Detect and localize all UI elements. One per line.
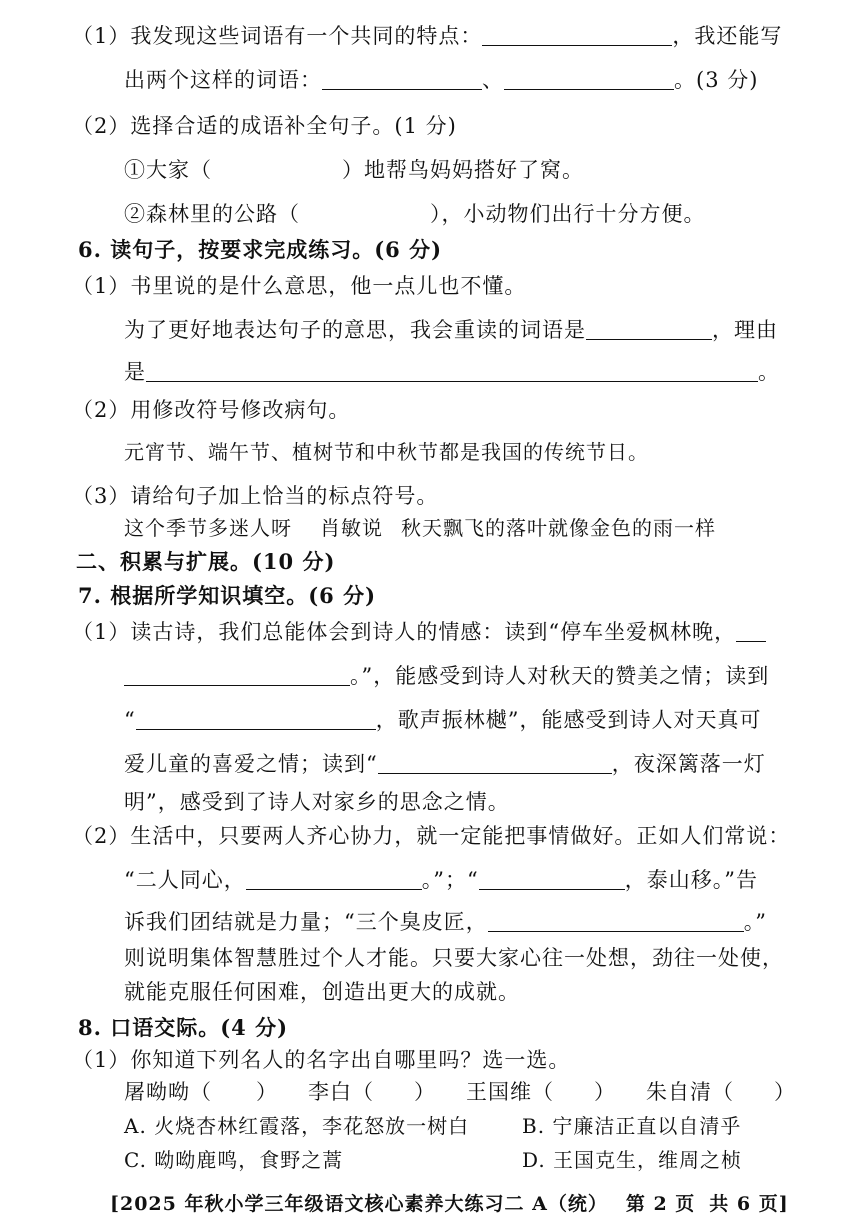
answer-blank[interactable] [504, 69, 674, 90]
q6-part2-sentence: 元宵节、端午节、植树节和中秋节都是我国的传统节日。 [124, 440, 649, 464]
q8-option-a: A. 火烧杏林红霞落，李花怒放一树白 [124, 1114, 470, 1138]
q7-title: 7. 根据所学知识填空。(6 分) [78, 583, 377, 608]
q8-option-d: D. 王国克生，维周之桢 [522, 1148, 743, 1172]
answer-blank[interactable] [246, 869, 422, 890]
q5-part1-line1: （1）我发现这些词语有一个共同的特点： ，我还能写 [72, 24, 783, 48]
q8-part1-title: （1）你知道下列名人的名字出自哪里吗？选一选。 [72, 1048, 571, 1072]
answer-blank[interactable] [479, 869, 625, 890]
answer-blank[interactable] [378, 753, 612, 774]
q6-part3-sentence: 这个季节多迷人呀 肖敏说 秋天飘飞的落叶就像金色的雨一样 [124, 516, 716, 540]
answer-blank[interactable] [146, 361, 758, 382]
answer-blank[interactable] [586, 319, 712, 340]
q5-sentence-1: ①大家（ ）地帮鸟妈妈搭好了窝。 [124, 158, 584, 182]
q7-part1-line1: （1）读古诗，我们总能体会到诗人的情感：读到“停车坐爱枫林晚， [72, 618, 766, 646]
q6-part3-title: （3）请给句子加上恰当的标点符号。 [72, 484, 439, 508]
q5-part2-title: （2）选择合适的成语补全句子。(1 分) [72, 114, 457, 138]
q7-part2-line5: 就能克服任何困难，创造出更大的成就。 [124, 980, 520, 1004]
q8-title: 8. 口语交际。(4 分) [78, 1015, 289, 1040]
q6-part1-question: 为了更好地表达句子的意思，我会重读的词语是 ，理由 [124, 318, 778, 342]
page-footer: [2025 年秋小学三年级语文核心素养大练习二 A（统） 第 2 页 共 6 页] [110, 1193, 789, 1215]
q8-option-c: C. 呦呦鹿鸣，食野之蒿 [124, 1148, 344, 1172]
q7-part1-line3: “ ，歌声振林樾”，能感受到诗人对天真可 [124, 708, 762, 732]
answer-blank[interactable] [136, 709, 376, 730]
answer-blank[interactable] [482, 25, 672, 46]
section-2-title: 二、积累与扩展。(10 分) [76, 549, 336, 574]
q6-part1-sentence: （1）书里说的是什么意思，他一点儿也不懂。 [72, 274, 527, 298]
q7-part1-line2: 。”，能感受到诗人对秋天的赞美之情；读到 [124, 662, 769, 690]
answer-blank[interactable] [322, 69, 482, 90]
q7-part2-line1: （2）生活中，只要两人齐心协力，就一定能把事情做好。正如人们常说： [72, 824, 791, 848]
q7-part2-line3: 诉我们团结就是力量；“三个臭皮匠， 。” [124, 910, 767, 934]
q7-part2-line4: 则说明集体智慧胜过个人才能。只要大家心往一处想，劲往一处使， [124, 946, 784, 970]
q6-part1-reason: 是 。 [124, 360, 780, 384]
q5-sentence-2: ②森林里的公路（ ），小动物们出行十分方便。 [124, 202, 706, 226]
answer-blank[interactable] [124, 665, 350, 686]
q8-names-row: 屠呦呦（ ） 李白（ ） 王国维（ ） 朱自清（ ） [124, 1080, 796, 1104]
q7-part1-line5: 明”，感受到了诗人对家乡的思念之情。 [124, 790, 510, 814]
q8-option-b: B. 宁廉洁正直以自清乎 [522, 1114, 742, 1138]
q6-title: 6. 读句子，按要求完成练习。(6 分) [78, 237, 443, 262]
answer-blank[interactable] [736, 621, 766, 642]
q7-part2-line2: “二人同心， 。”；“ ，泰山移。”告 [124, 868, 758, 892]
q6-part2-title: （2）用修改符号修改病句。 [72, 398, 351, 422]
q7-part1-line4: 爱儿童的喜爱之情；读到“ ，夜深篱落一灯 [124, 752, 766, 776]
q5-part1-line2: 出两个这样的词语： 、 。(3 分) [124, 68, 759, 92]
answer-blank[interactable] [488, 911, 744, 932]
